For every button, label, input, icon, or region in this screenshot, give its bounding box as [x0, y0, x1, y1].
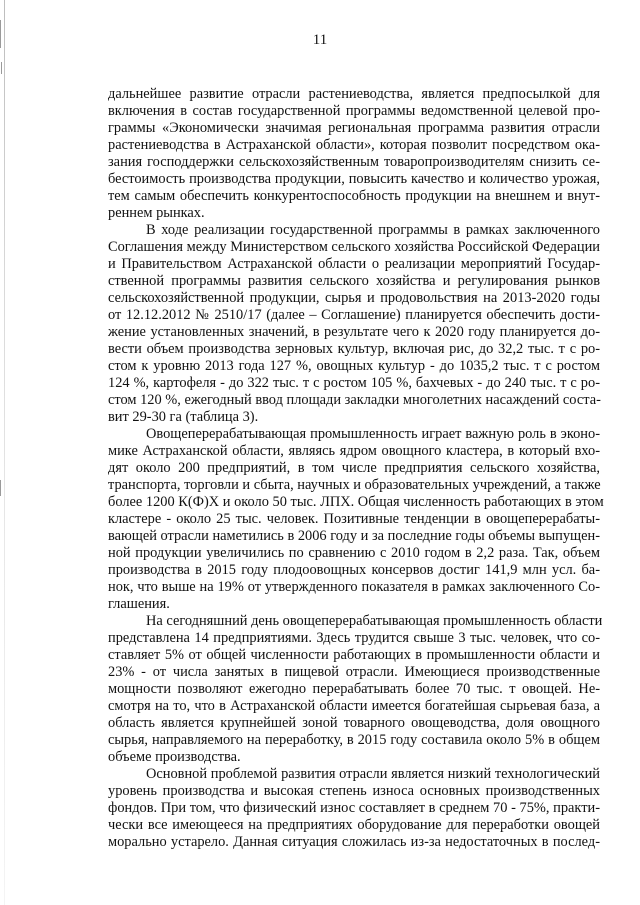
text-line: растениеводства в Астраханской области», которая позволит посредством ока-: [108, 137, 600, 153]
text-line: Соглашения между Министерством сельского хозяйства Российской Федерации: [108, 239, 600, 255]
text-line: смотря на то, что в Астраханской области имеется богатейшая сырьевая база, а: [108, 698, 600, 714]
text-line: объеме производства.: [108, 749, 241, 765]
text-line: ставляет 5% от общей численности работающих в промышленности области и: [108, 647, 600, 663]
text-line: жение установленных значений, в результате чего к 2020 году планируется до-: [108, 324, 600, 340]
text-line: глашения.: [108, 596, 170, 612]
text-line: тем самым обеспечить конкурентоспособность продукции на внешнем и внут-: [108, 188, 600, 204]
text-line: сельскохозяйственной продукции, сырья и продовольствия на 2013-2020 годы: [108, 290, 600, 306]
paragraph-3: [108, 426, 604, 613]
text-line: зания господдержки сельскохозяйственным товаропроизводителям снизить се-: [108, 154, 600, 170]
text-line: В ходе реализации государственной программы в рамках заключенного: [146, 222, 600, 238]
text-line: дят около 200 предприятий, в том числе предприятия сельского хозяйства,: [108, 460, 600, 476]
text-line: чески все имеющееся на предприятиях оборудование для переработки овощей: [108, 817, 600, 833]
text-line: реннем рынках.: [108, 205, 205, 221]
text-line: и Правительством Астраханской области о реализации мероприятий Государ-: [108, 256, 600, 272]
text-line: Овощеперерабатывающая промышленность играет важную роль в эконо-: [146, 426, 600, 442]
text-line: вающей отрасли наметились в 2006 году и за последние годы объемы выпущен-: [108, 528, 600, 544]
scan-mark: [0, 480, 1, 496]
text-line: вести объем производства зерновых культур, включая рис, до 32,2 тыс. т с ро-: [108, 341, 600, 357]
text-line: производства в 2015 году плодоовощных консервов достиг 141,9 млн усл. ба-: [108, 562, 600, 578]
text-line: транспорта, торговли и сбыта, научных и образовательных учреждений, а также: [108, 477, 601, 493]
text-line: ственной программы развития сельского хозяйства и регулирования рынков: [108, 273, 600, 289]
text-line: уровень производства и высокая степень износа основных производственных: [108, 783, 600, 799]
text-line: кластере - около 25 тыс. человек. Позитивные тенденции в овощеперерабаты-: [108, 511, 600, 527]
text-line: от 12.12.2012 № 2510/17 (далее – Соглашение) планируется обеспечить дости-: [108, 307, 600, 323]
text-line: представлена 14 предприятиями. Здесь трудится свыше 3 тыс. человек, что со-: [108, 630, 600, 646]
text-line: включения в состав государственной программы ведомственной целевой про-: [108, 103, 600, 119]
text-line: вит 29-30 га (таблица 3).: [108, 409, 259, 425]
text-line: 23% - от числа занятых в пищевой отрасли. Имеющиеся производственные: [108, 664, 600, 680]
text-line: нок, что выше на 19% от утвержденного показателя в рамках заключенного Со-: [108, 579, 600, 595]
paragraph-5: [108, 766, 600, 851]
text-line: стом к уровню 2013 года 127 %, овощных культур - до 1035,2 тыс. т с ростом: [108, 358, 600, 374]
paragraph-4: [108, 613, 603, 766]
text-line: область является крупнейшей зоной товарного овощеводства, доля овощного: [108, 715, 600, 731]
text-line: более 1200 К(Ф)Х и около 50 тыс. ЛПХ. Общая численность работающих в этом: [108, 494, 604, 510]
text-line: сырья, направляемого на переработку, в 2015 году составила около 5% в общем: [108, 732, 600, 748]
text-line: мощности позволяют ежегодно перерабатывать более 70 тыс. т овощей. Не-: [108, 681, 600, 697]
text-line: дальнейшее развитие отрасли растениеводства, является предпосылкой для: [108, 86, 600, 102]
text-line: бестоимость производства продукции, повысить качество и количество урожая,: [108, 171, 600, 187]
paragraph-1: [108, 86, 600, 222]
body-text: [108, 86, 604, 851]
text-line: морально устарело. Данная ситуация сложилась из-за недостаточных в послед-: [108, 834, 600, 850]
text-line: Основной проблемой развития отрасли является низкий технологический: [146, 766, 600, 782]
text-line: На сегодняшний день овощеперерабатывающая промышленность области: [146, 613, 603, 629]
text-line: стом 120 %, ежегодный ввод площади закладки многолетних насаждений соста-: [108, 392, 601, 408]
text-line: 124 %, картофеля - до 322 тыс. т с ростом 105 %, бахчевых - до 240 тыс. т с ро-: [108, 375, 600, 391]
text-line: граммы «Экономически значимая региональная программа развития отрасли: [108, 120, 600, 136]
text-line: фондов. При том, что физический износ составляет в среднем 70 - 75%, практи-: [108, 800, 600, 816]
text-line: ной продукции увеличились по сравнению с 2010 годом в 2,2 раза. Так, объем: [108, 545, 600, 561]
scan-mark: [1, 62, 2, 74]
scan-left-edge: [4, 0, 5, 905]
text-line: мике Астраханской области, являясь ядром овощного кластера, в который вхо-: [108, 443, 600, 459]
paragraph-2: [108, 222, 600, 426]
page-number: 11: [312, 32, 328, 48]
